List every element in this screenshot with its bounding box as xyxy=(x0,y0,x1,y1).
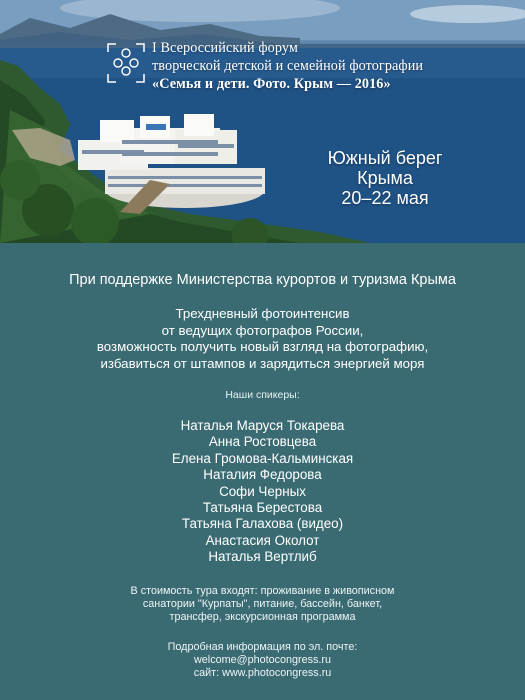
title-line-3: «Семья и дети. Фото. Крым — 2016» xyxy=(152,76,391,92)
forum-logo xyxy=(106,42,146,84)
intro-paragraph xyxy=(0,306,525,372)
intro-line: Трехдневный фотоинтенсив xyxy=(175,306,350,321)
contact-info xyxy=(0,641,525,681)
tour-line: санатории "Курпаты", питание, бассейн, банкет, xyxy=(142,598,383,611)
speakers-list xyxy=(0,418,525,566)
title-line-2: творческой детской и семейной фотографии xyxy=(152,58,424,74)
intro-line: возможность получить новый взгляд на фотографию, xyxy=(96,339,429,354)
speaker-name: Наталья Вертлиб xyxy=(208,549,317,565)
header-banner xyxy=(0,0,525,243)
tour-includes xyxy=(0,585,525,625)
speaker-name: Елена Громова-Кальминская xyxy=(171,450,354,466)
intro-line: от ведущих фотографов России, xyxy=(161,322,364,338)
speaker-name: Татьяна Берестова xyxy=(202,500,323,516)
speaker-name: Анастасия Околот xyxy=(205,532,320,548)
speaker-name: Софи Черных xyxy=(219,483,306,499)
speaker-name: Наталья Маруся Токарева xyxy=(180,418,345,433)
tour-line: В стоимость тура входят: проживание в живописном xyxy=(130,585,395,597)
details-section xyxy=(0,243,525,700)
speaker-name: Наталия Федорова xyxy=(203,467,322,483)
dates-text: 20–22 мая xyxy=(341,188,429,208)
intro-line: избавиться от штампов и зарядиться энергией моря xyxy=(100,355,425,371)
location-block xyxy=(300,148,470,208)
speakers-heading: Наши спикеры: xyxy=(225,389,300,401)
speaker-name: Татьяна Галахова (видео) xyxy=(181,516,344,532)
email-link[interactable]: welcome@photocongress.ru xyxy=(194,654,331,667)
speaker-name: Анна Ростовцева xyxy=(208,434,317,450)
title-line-1: I Всероссийский форум xyxy=(152,40,298,56)
website-link[interactable]: сайт: www.photocongress.ru xyxy=(193,667,332,680)
support-line: При поддержке Министерства курортов и туризма Крыма xyxy=(69,272,456,288)
location-text: Южный берег Крыма xyxy=(327,148,443,188)
tour-line: трансфер, экскурсионная программа xyxy=(169,611,356,624)
forum-title xyxy=(152,39,522,93)
info-label: Подробная информация по эл. почте: xyxy=(167,641,358,653)
